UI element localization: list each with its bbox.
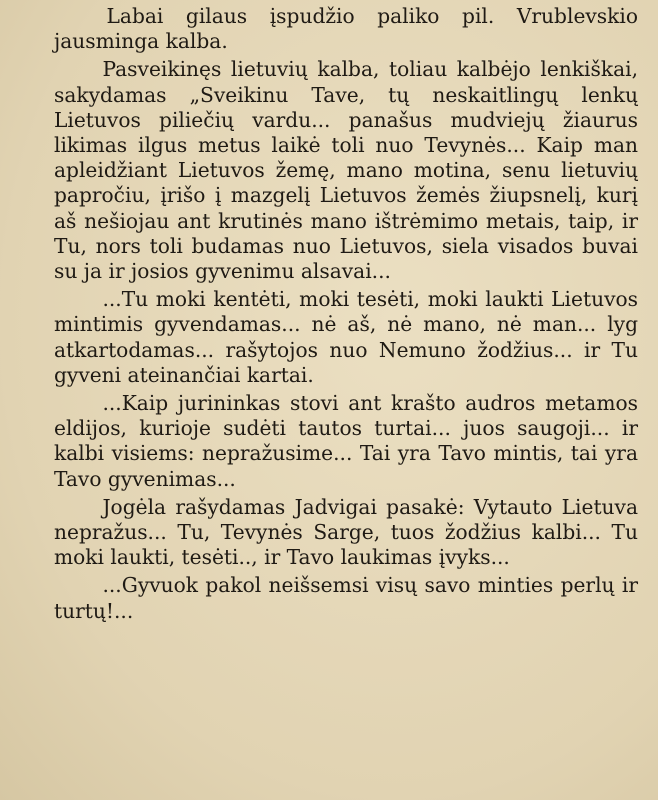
paragraph-2: Pasveikinęs lietuvių kalba, toliau kalbėjo lenkiškai, sakydamas „Sveikinu Tave, tų neskaitlingų lenkų Lietuvos piliečių vardu... panašus mudviejų žiaurus likimas ilgus metus laikė toli nuo Tevynės... Kaip man apleidžiant Lietuvos žemę, mano motina, senu lietuvių papročiu, įrišo į mazgelį Lietuvos žemės žiupsnelį, kurį aš nešiojau ant krutinės mano ištrėmimo metais, taip, ir Tu, nors toli budamas nuo Lietuvos, siela visados buvai su ja ir josios gyvenimu alsavai... (54, 57, 638, 284)
paragraph-5: Jogėla rašydamas Jadvigai pasakė: Vytauto Lietuva nepražus... Tu, Tevynės Sarge, tuos žodžius kalbi... Tu moki laukti, tesėti.., ir Tavo laukimas įvyks... (54, 494, 638, 570)
paragraph-1: Labai gilaus įspudžio paliko pil. Vrublevskio jausminga kalba. (54, 4, 638, 54)
paragraph-6: ...Gyvuok pakol neišsemsi visų savo minties perlų ir turtų!... (54, 573, 638, 623)
article-column (54, 4, 638, 627)
paragraph-4: ...Kaip jurininkas stovi ant krašto audros metamos eldijos, kurioje sudėti tautos turtai... juos saugoji... ir kalbi visiems: nepražusime... Tai yra Tavo mintis, tai yra Tavo gyvenimas... (54, 391, 638, 491)
paragraph-3: ...Tu moki kentėti, moki tesėti, moki laukti Lietuvos mintimis gyvendamas... nė aš, nė mano, nė man... lyg atkartodamas... rašytojos nuo Nemuno žodžius... ir Tu gyveni ateinančiai kartai. (54, 287, 638, 387)
